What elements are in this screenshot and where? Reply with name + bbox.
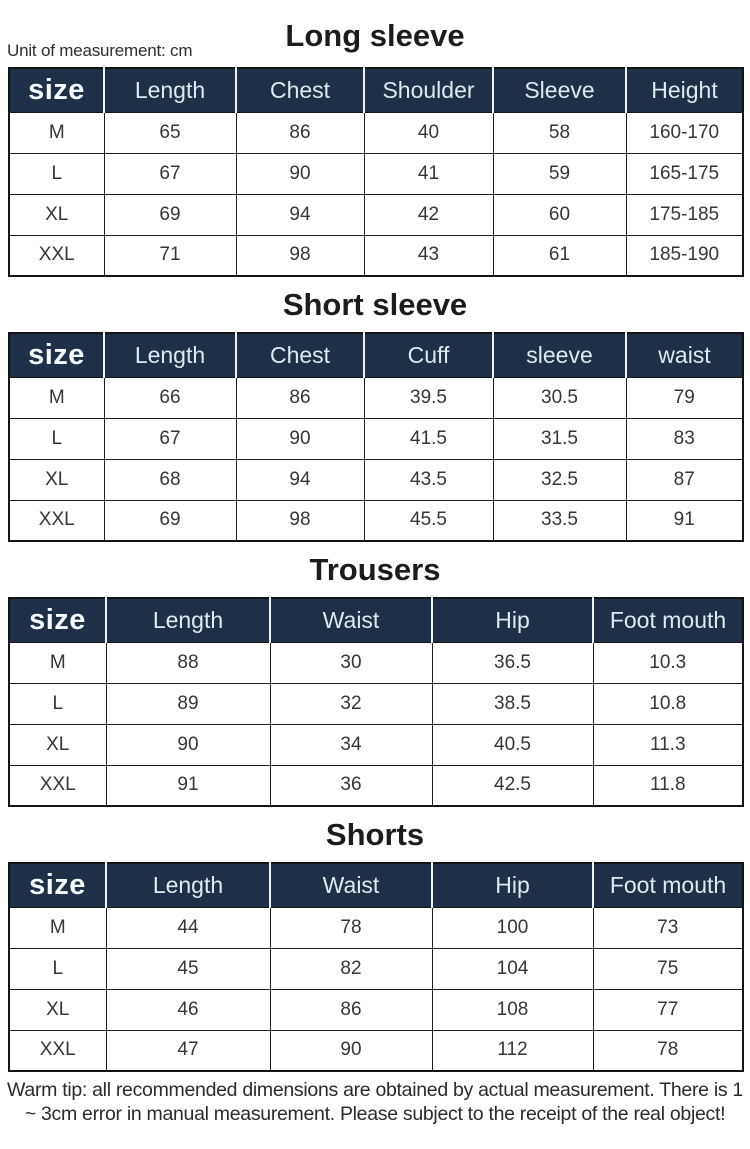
value-cell: 90 <box>236 153 364 194</box>
size-table-trousers <box>8 597 744 807</box>
value-cell: 91 <box>106 765 270 806</box>
value-cell: 61 <box>493 235 626 276</box>
section-title-shorts: Shorts <box>325 817 425 852</box>
column-header-length: Length <box>104 68 236 112</box>
value-cell: 79 <box>626 377 743 418</box>
table-row-m <box>9 112 743 153</box>
value-cell: 88 <box>106 642 270 683</box>
value-cell: 65 <box>104 112 236 153</box>
table-row-xl <box>9 724 743 765</box>
value-cell: 86 <box>270 989 432 1030</box>
value-cell: 45 <box>106 948 270 989</box>
value-cell: 59 <box>493 153 626 194</box>
value-cell: 32.5 <box>493 459 626 500</box>
size-cell: XL <box>9 459 104 500</box>
column-header-length: Length <box>106 598 270 642</box>
value-cell: 71 <box>104 235 236 276</box>
value-cell: 10.8 <box>593 683 743 724</box>
value-cell: 41.5 <box>364 418 493 459</box>
table-row-l <box>9 683 743 724</box>
column-header-foot-mouth: Foot mouth <box>593 598 743 642</box>
size-cell: L <box>9 683 106 724</box>
value-cell: 78 <box>270 907 432 948</box>
value-cell: 90 <box>106 724 270 765</box>
value-cell: 175-185 <box>626 194 743 235</box>
table-row-l <box>9 153 743 194</box>
header-row <box>9 863 743 907</box>
size-cell: XXL <box>9 1030 106 1071</box>
size-cell: XXL <box>9 235 104 276</box>
table-row-l <box>9 418 743 459</box>
value-cell: 45.5 <box>364 500 493 541</box>
value-cell: 60 <box>493 194 626 235</box>
size-table-short-sleeve <box>8 332 744 542</box>
value-cell: 86 <box>236 377 364 418</box>
table-row-m <box>9 907 743 948</box>
value-cell: 36 <box>270 765 432 806</box>
column-header-length: Length <box>106 863 270 907</box>
value-cell: 11.8 <box>593 765 743 806</box>
value-cell: 82 <box>270 948 432 989</box>
column-header-height: Height <box>626 68 743 112</box>
value-cell: 46 <box>106 989 270 1030</box>
value-cell: 36.5 <box>432 642 593 683</box>
size-cell: L <box>9 948 106 989</box>
table-row-m <box>9 642 743 683</box>
column-header-chest: Chest <box>236 333 364 377</box>
value-cell: 160-170 <box>626 112 743 153</box>
column-header-foot-mouth: Foot mouth <box>593 863 743 907</box>
size-cell: L <box>9 153 104 194</box>
value-cell: 30.5 <box>493 377 626 418</box>
value-cell: 91 <box>626 500 743 541</box>
column-header-waist: Waist <box>270 863 432 907</box>
value-cell: 33.5 <box>493 500 626 541</box>
column-header-cuff: Cuff <box>364 333 493 377</box>
value-cell: 69 <box>104 500 236 541</box>
value-cell: 32 <box>270 683 432 724</box>
first-section-header <box>0 0 750 67</box>
value-cell: 31.5 <box>493 418 626 459</box>
value-cell: 39.5 <box>364 377 493 418</box>
value-cell: 98 <box>236 235 364 276</box>
header-row <box>9 598 743 642</box>
section-title-long-sleeve: Long sleeve <box>285 18 465 53</box>
value-cell: 42 <box>364 194 493 235</box>
table-row-xxl <box>9 765 743 806</box>
column-header-hip: Hip <box>432 598 593 642</box>
value-cell: 40 <box>364 112 493 153</box>
column-header-sleeve: sleeve <box>493 333 626 377</box>
value-cell: 78 <box>593 1030 743 1071</box>
value-cell: 66 <box>104 377 236 418</box>
value-cell: 43.5 <box>364 459 493 500</box>
section-title-trousers: Trousers <box>309 552 441 587</box>
value-cell: 41 <box>364 153 493 194</box>
unit-of-measurement-label: Unit of measurement: cm <box>7 41 193 60</box>
header-row <box>9 333 743 377</box>
value-cell: 98 <box>236 500 364 541</box>
column-header-shoulder: Shoulder <box>364 68 493 112</box>
value-cell: 38.5 <box>432 683 593 724</box>
value-cell: 68 <box>104 459 236 500</box>
value-cell: 86 <box>236 112 364 153</box>
value-cell: 47 <box>106 1030 270 1071</box>
column-header-sleeve: Sleeve <box>493 68 626 112</box>
size-table-shorts <box>8 862 744 1072</box>
table-row-xl <box>9 194 743 235</box>
column-header-size: size <box>9 333 104 377</box>
column-header-size: size <box>9 68 104 112</box>
value-cell: 108 <box>432 989 593 1030</box>
value-cell: 34 <box>270 724 432 765</box>
header-row <box>9 68 743 112</box>
size-cell: XXL <box>9 500 104 541</box>
size-cell: M <box>9 907 106 948</box>
value-cell: 77 <box>593 989 743 1030</box>
value-cell: 90 <box>236 418 364 459</box>
table-row-xl <box>9 989 743 1030</box>
value-cell: 87 <box>626 459 743 500</box>
value-cell: 67 <box>104 153 236 194</box>
column-header-chest: Chest <box>236 68 364 112</box>
size-cell: M <box>9 377 104 418</box>
value-cell: 69 <box>104 194 236 235</box>
value-cell: 112 <box>432 1030 593 1071</box>
value-cell: 94 <box>236 459 364 500</box>
value-cell: 42.5 <box>432 765 593 806</box>
size-chart-sections <box>0 67 750 1072</box>
table-row-xxl <box>9 235 743 276</box>
value-cell: 73 <box>593 907 743 948</box>
value-cell: 89 <box>106 683 270 724</box>
size-cell: M <box>9 642 106 683</box>
value-cell: 94 <box>236 194 364 235</box>
table-row-xl <box>9 459 743 500</box>
table-row-m <box>9 377 743 418</box>
size-cell: XL <box>9 989 106 1030</box>
size-cell: XXL <box>9 765 106 806</box>
column-header-hip: Hip <box>432 863 593 907</box>
value-cell: 90 <box>270 1030 432 1071</box>
value-cell: 100 <box>432 907 593 948</box>
value-cell: 11.3 <box>593 724 743 765</box>
section-title-short-sleeve: Short sleeve <box>282 287 468 322</box>
value-cell: 40.5 <box>432 724 593 765</box>
size-cell: L <box>9 418 104 459</box>
value-cell: 185-190 <box>626 235 743 276</box>
size-cell: M <box>9 112 104 153</box>
value-cell: 67 <box>104 418 236 459</box>
size-cell: XL <box>9 194 104 235</box>
value-cell: 58 <box>493 112 626 153</box>
size-cell: XL <box>9 724 106 765</box>
column-header-size: size <box>9 863 106 907</box>
value-cell: 10.3 <box>593 642 743 683</box>
value-cell: 83 <box>626 418 743 459</box>
warm-tip-text: Warm tip: all recommended dimensions are obtained by actual measurement. There is 1 ~ 3cm error in manual measurement. Please subject to the receipt of the real object! <box>7 1079 743 1125</box>
value-cell: 165-175 <box>626 153 743 194</box>
table-row-xxl <box>9 1030 743 1071</box>
table-row-xxl <box>9 500 743 541</box>
value-cell: 104 <box>432 948 593 989</box>
column-header-waist: Waist <box>270 598 432 642</box>
value-cell: 43 <box>364 235 493 276</box>
column-header-waist: waist <box>626 333 743 377</box>
value-cell: 30 <box>270 642 432 683</box>
column-header-length: Length <box>104 333 236 377</box>
size-table-long-sleeve <box>8 67 744 277</box>
value-cell: 44 <box>106 907 270 948</box>
table-row-l <box>9 948 743 989</box>
column-header-size: size <box>9 598 106 642</box>
value-cell: 75 <box>593 948 743 989</box>
